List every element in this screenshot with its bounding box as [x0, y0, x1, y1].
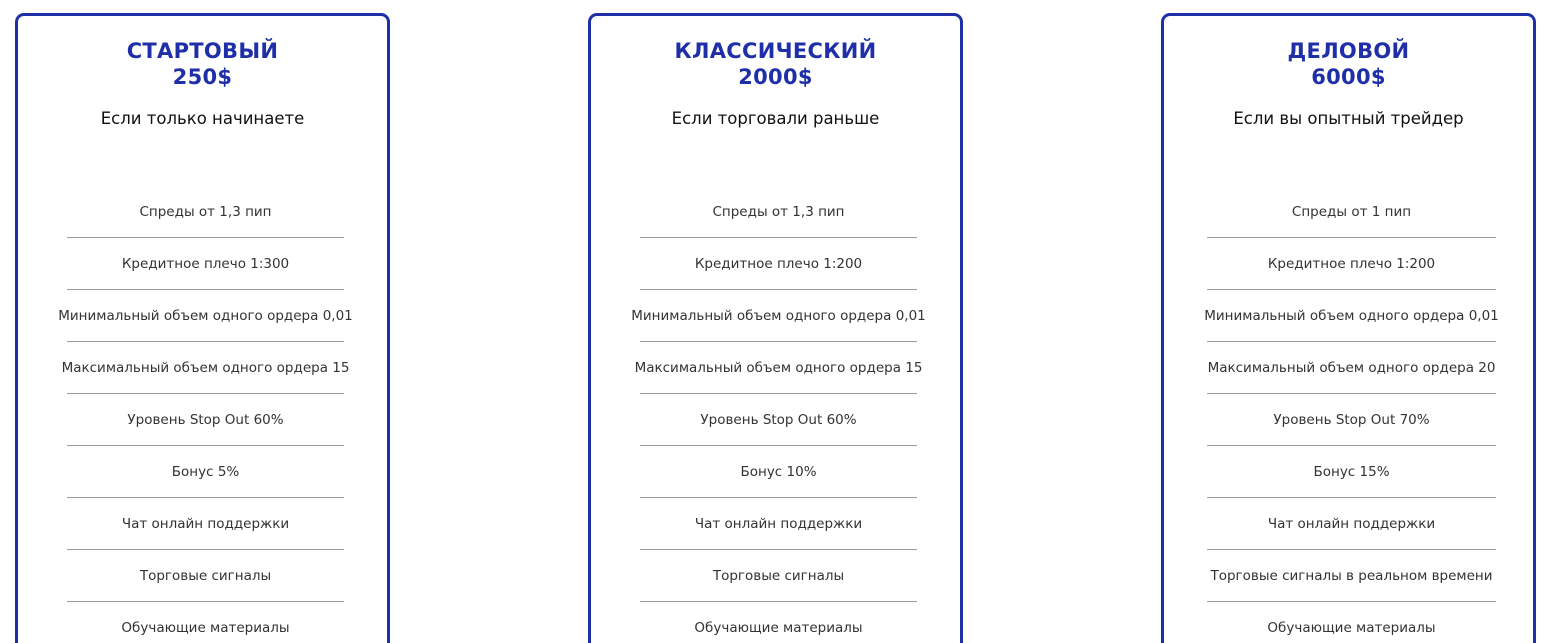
plan-tagline: Если вы опытный трейдер — [1233, 109, 1464, 128]
feature-item: Кредитное плечо 1:300 — [67, 238, 344, 290]
feature-item: Обучающие материалы — [694, 620, 863, 636]
feature-item: Бонус 5% — [67, 446, 344, 498]
plan-price: 250$ — [172, 65, 233, 89]
feature-item: Чат онлайн поддержки — [1207, 498, 1496, 550]
plan-name: СТАРТОВЫЙ — [126, 39, 279, 63]
feature-item: Спреды от 1 пип — [1207, 186, 1496, 238]
feature-item: Торговые сигналы — [67, 550, 344, 602]
feature-item: Максимальный объем одного ордера 15 — [67, 342, 344, 394]
feature-item: Максимальный объем одного ордера 15 — [640, 342, 917, 394]
feature-item: Бонус 10% — [640, 446, 917, 498]
plan-name: ДЕЛОВОЙ — [1287, 39, 1410, 63]
feature-item: Уровень Stop Out 60% — [640, 394, 917, 446]
feature-list — [1204, 186, 1499, 643]
plan-title — [591, 38, 960, 90]
feature-item: Минимальный объем одного ордера 0,01 — [640, 290, 917, 342]
plan-tagline: Если только начинаете — [100, 109, 305, 128]
feature-item: Кредитное плечо 1:200 — [1207, 238, 1496, 290]
feature-item: Чат онлайн поддержки — [640, 498, 917, 550]
feature-item: Уровень Stop Out 70% — [1207, 394, 1496, 446]
feature-item: Торговые сигналы — [640, 550, 917, 602]
feature-item: Минимальный объем одного ордера 0,01 — [67, 290, 344, 342]
plan-title — [18, 38, 387, 90]
feature-item: Торговые сигналы в реальном времени — [1207, 550, 1496, 602]
feature-list — [631, 186, 926, 643]
plan-tagline: Если торговали раньше — [671, 109, 880, 128]
plan-name: КЛАССИЧЕСКИЙ — [674, 39, 877, 63]
feature-item: Кредитное плечо 1:200 — [640, 238, 917, 290]
feature-item: Уровень Stop Out 60% — [67, 394, 344, 446]
feature-item: Бонус 15% — [1207, 446, 1496, 498]
plan-title — [1164, 38, 1533, 90]
feature-item: Обучающие материалы — [1207, 602, 1496, 643]
feature-item: Чат онлайн поддержки — [67, 498, 344, 550]
feature-item: Спреды от 1,3 пип — [640, 186, 917, 238]
plan-card-classic — [588, 13, 963, 643]
plan-price: 6000$ — [1311, 65, 1386, 89]
plan-price: 2000$ — [738, 65, 813, 89]
feature-item: Минимальный объем одного ордера 0,01 — [1207, 290, 1496, 342]
feature-item: Максимальный объем одного ордера 20 — [1207, 342, 1496, 394]
feature-item: Обучающие материалы — [121, 620, 290, 636]
plan-card-business — [1161, 13, 1536, 643]
feature-list — [58, 186, 353, 643]
plan-card-starter — [15, 13, 390, 643]
feature-item: Спреды от 1,3 пип — [67, 186, 344, 238]
